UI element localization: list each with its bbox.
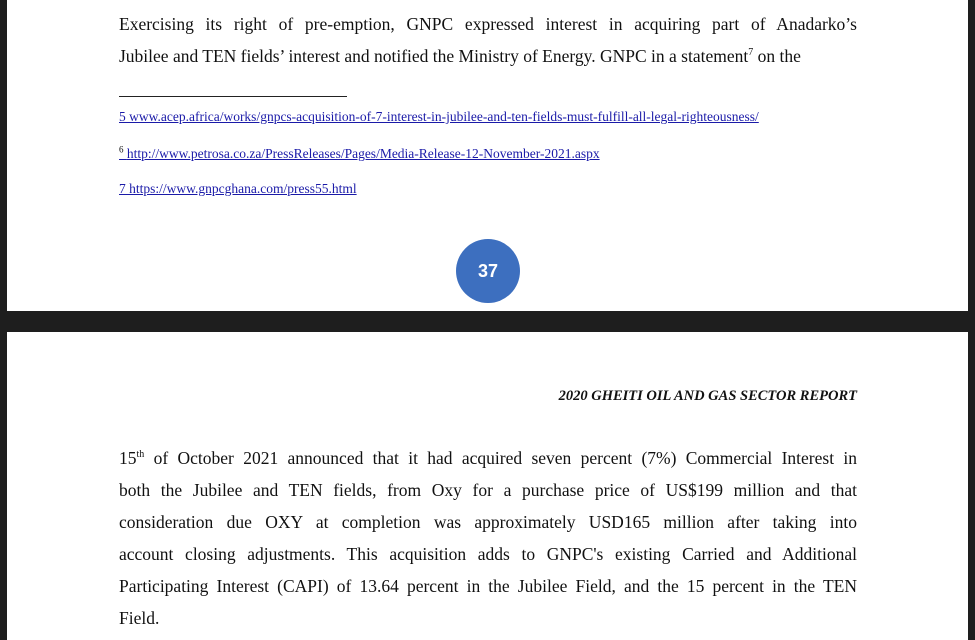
paragraph-line: Field. [119, 608, 160, 628]
footnote-6-link[interactable]: http://www.petrosa.co.za/PressReleases/Pages/Media-Release-12-November-2021.aspx [126, 146, 600, 161]
paragraph-line-text: Jubilee and TEN fields’ interest and notified the Ministry of Energy. GNPC in a statement [119, 46, 749, 66]
paragraph-line [119, 442, 857, 474]
paragraph-line: Exercising its right of pre-emption, GNPC expressed interest in acquiring part of Anadarko’s [119, 14, 857, 34]
footnote-6[interactable] [119, 145, 600, 162]
document-page-37 [7, 0, 968, 311]
footnote-6-marker: 6 [119, 144, 124, 155]
body-paragraph [119, 442, 857, 634]
paragraph-line: account closing adjustments. This acquisition adds to GNPC's existing Carried and Additional [119, 544, 857, 564]
paragraph-line-tail: on the [753, 46, 801, 66]
document-page-38 [7, 332, 968, 640]
paragraph-line: both the Jubilee and TEN fields, from Oxy for a purchase price of US$199 million and that [119, 480, 857, 500]
paragraph-line: Participating Interest (CAPI) of 13.64 percent in the Jubilee Field, and the 15 percent in the TEN [119, 576, 857, 596]
footnote-separator [119, 96, 347, 97]
body-paragraph [119, 8, 857, 72]
running-header: 2020 GHEITI OIL AND GAS SECTOR REPORT [558, 388, 857, 404]
paragraph-line [119, 40, 857, 72]
footnote-7-link[interactable]: 7 https://www.gnpcghana.com/press55.html [119, 181, 357, 196]
date-ordinal: th [136, 449, 145, 461]
page-number-badge: 37 [456, 239, 520, 303]
paragraph-line-text: of October 2021 announced that it had acquired seven percent (7%) Commercial Interest in [144, 448, 857, 468]
footnote-5-link[interactable]: 5 www.acep.africa/works/gnpcs-acquisition-of-7-interest-in-jubilee-and-ten-fields-must-fulfill-all-legal-righteousness/ [119, 109, 759, 124]
paragraph-line: consideration due OXY at completion was approximately USD165 million after taking into [119, 512, 857, 532]
date-day: 15 [119, 448, 137, 468]
footnote-reference: 7 [748, 47, 754, 59]
